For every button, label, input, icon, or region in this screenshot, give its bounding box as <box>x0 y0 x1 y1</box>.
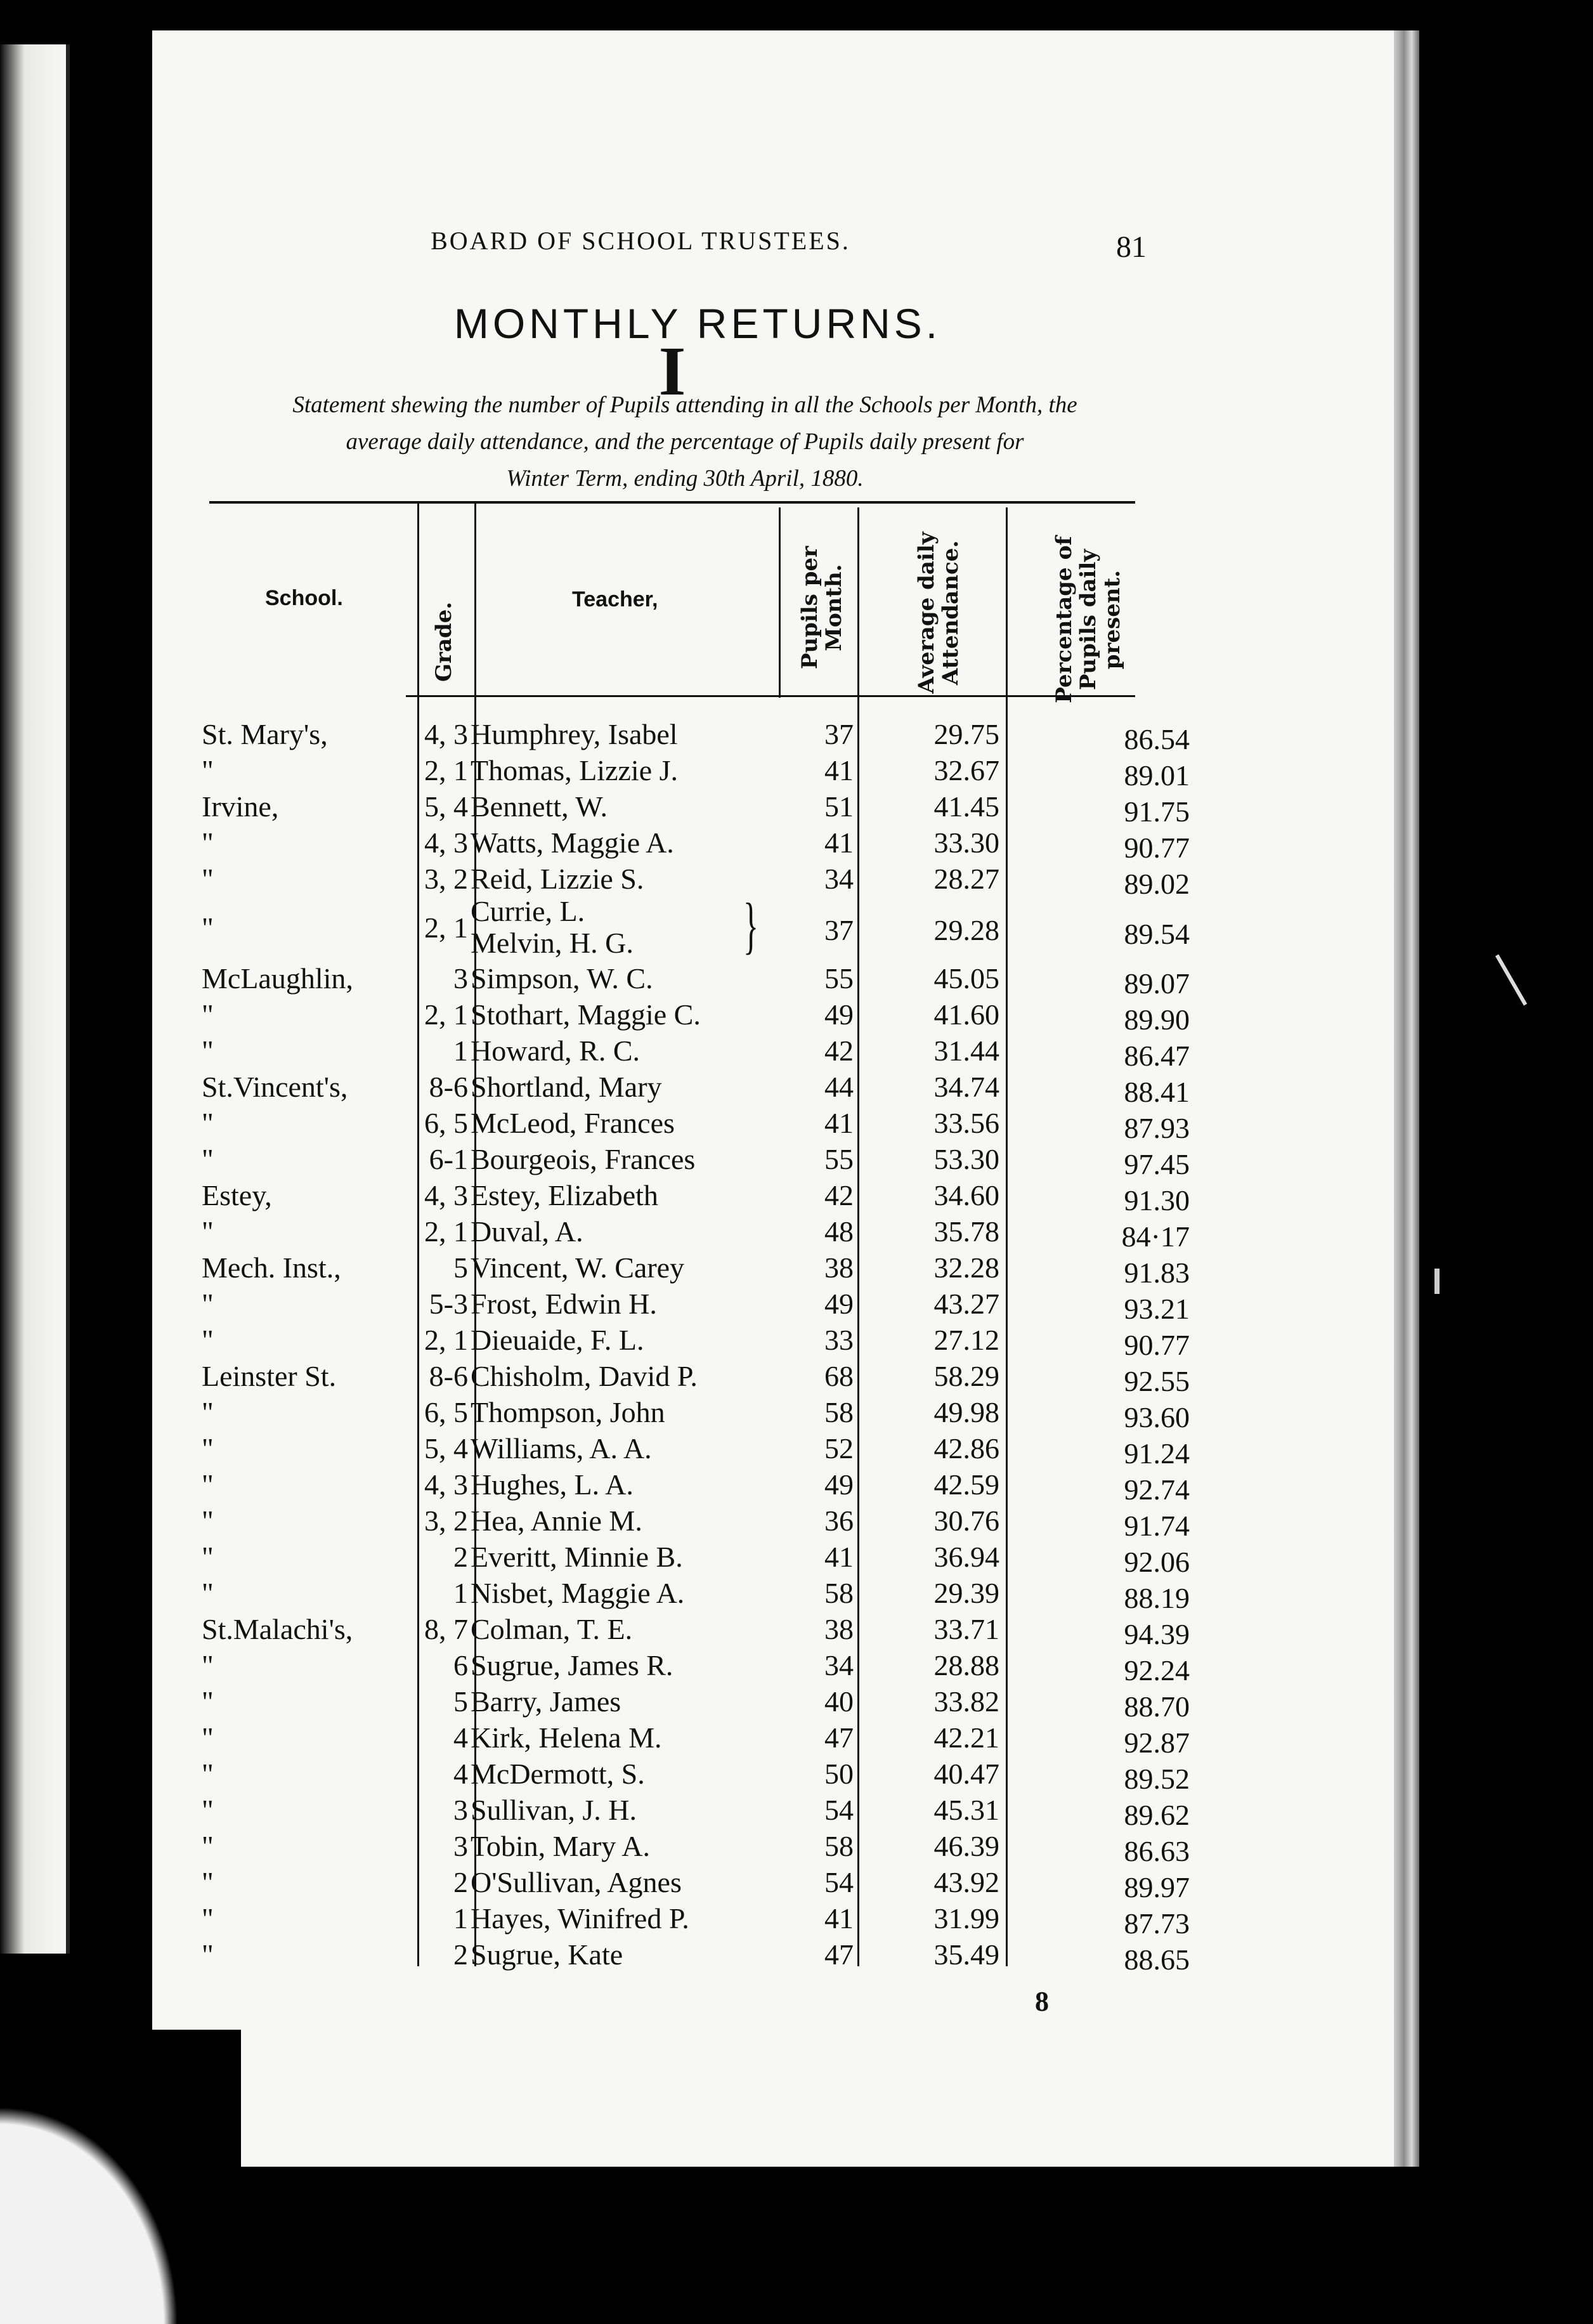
cell-pupils: 36 <box>824 1505 854 1537</box>
statement-line-1: Statement shewing the number of Pupils attending in all the Schools per Month, the <box>292 392 1077 418</box>
cell-average: 41.60 <box>933 998 999 1031</box>
cell-teacher: Dieuaide, F. L. <box>471 1324 644 1356</box>
cell-pupils: 54 <box>824 1866 854 1898</box>
cell-percentage: 86.54 <box>1124 723 1190 755</box>
cell-grade: 5, 4 <box>424 1432 468 1465</box>
statement-line-3: Winter Term, ending 30th April, 1880. <box>506 466 864 492</box>
cell-teacher: Colman, T. E. <box>471 1613 633 1645</box>
cell-teacher-second: Melvin, H. G. <box>471 927 634 959</box>
cell-pupils: 41 <box>824 826 854 859</box>
cell-school: " <box>202 1649 214 1681</box>
cell-percentage: 89.02 <box>1124 868 1190 900</box>
cell-pupils: 38 <box>824 1251 854 1284</box>
cell-teacher: Thompson, John <box>471 1396 665 1428</box>
cell-grade: 4 <box>453 1758 468 1790</box>
cell-average: 53.30 <box>933 1143 999 1175</box>
right-page-edge <box>1394 30 1419 2167</box>
cell-school: " <box>202 1035 214 1067</box>
cell-school: " <box>202 1396 214 1428</box>
cell-school: " <box>202 998 214 1031</box>
cell-teacher: Simpson, W. C. <box>471 962 653 995</box>
cell-school: " <box>202 863 214 895</box>
cell-grade: 2, 1 <box>424 1324 468 1356</box>
cell-average: 36.94 <box>933 1541 999 1573</box>
cell-average: 43.27 <box>933 1288 999 1320</box>
cell-percentage: 88.70 <box>1124 1690 1190 1723</box>
cell-pupils: 44 <box>824 1071 854 1103</box>
header-pupils-line2: Month. <box>821 564 847 651</box>
cell-average: 28.27 <box>933 863 999 895</box>
table-top-rule <box>209 501 1135 504</box>
cell-teacher: Vincent, W. Carey <box>471 1251 685 1284</box>
cell-teacher: Nisbet, Maggie A. <box>471 1577 685 1609</box>
cell-teacher: Sugrue, Kate <box>471 1938 623 1971</box>
cell-teacher: Thomas, Lizzie J. <box>471 754 679 787</box>
cell-pupils: 49 <box>824 1468 854 1501</box>
cell-grade: 2, 1 <box>424 754 468 787</box>
cell-percentage: 97.45 <box>1124 1148 1190 1180</box>
cell-average: 33.71 <box>933 1613 999 1645</box>
cell-pupils: 42 <box>824 1179 854 1211</box>
cell-teacher: Stothart, Maggie C. <box>471 998 701 1031</box>
cell-percentage: 87.93 <box>1124 1112 1190 1144</box>
cell-teacher: O'Sullivan, Agnes <box>471 1866 682 1898</box>
statement-line-2: average daily attendance, and the percentage of Pupils daily present for <box>346 429 1024 455</box>
cell-grade: 4, 3 <box>424 1468 468 1501</box>
cell-pupils: 37 <box>824 914 854 946</box>
cell-school: " <box>202 1288 214 1320</box>
cell-pupils: 42 <box>824 1035 854 1067</box>
cell-percentage: 86.63 <box>1124 1835 1190 1867</box>
cell-grade: 6-1 <box>429 1143 468 1175</box>
left-page-edge <box>0 44 70 1954</box>
cell-percentage: 86.47 <box>1124 1040 1190 1072</box>
cell-average: 33.30 <box>933 826 999 859</box>
cell-teacher: Williams, A. A. <box>471 1432 652 1465</box>
cell-pupils: 52 <box>824 1432 854 1465</box>
teacher-column-rule-right <box>779 507 781 698</box>
cell-percentage: 94.39 <box>1124 1618 1190 1650</box>
cell-school: St.Vincent's, <box>202 1071 348 1103</box>
cell-teacher: Reid, Lizzie S. <box>471 863 644 895</box>
cell-school: " <box>202 1866 214 1898</box>
cell-pupils: 50 <box>824 1758 854 1790</box>
header-average <box>914 518 963 708</box>
cell-percentage: 91.74 <box>1124 1510 1190 1542</box>
cell-grade: 8-6 <box>429 1360 468 1392</box>
cell-grade: 2, 1 <box>424 998 468 1031</box>
header-grade: Grade. <box>431 601 457 682</box>
cell-pupils: 49 <box>824 1288 854 1320</box>
cell-school: " <box>202 826 214 859</box>
cell-pupils: 47 <box>824 1938 854 1971</box>
cell-average: 49.98 <box>933 1396 999 1428</box>
cell-average: 28.88 <box>933 1649 999 1681</box>
cell-pupils: 55 <box>824 962 854 995</box>
cell-grade: 3 <box>453 1794 468 1826</box>
cell-percentage: 91.83 <box>1124 1257 1190 1289</box>
cell-grade: 3 <box>453 962 468 995</box>
cell-school: Mech. Inst., <box>202 1251 341 1284</box>
header-teacher: Teacher, <box>572 587 658 611</box>
statement-caption <box>203 387 1167 497</box>
cell-school: Leinster St. <box>202 1360 337 1392</box>
cell-school: St.Malachi's, <box>202 1613 353 1645</box>
cell-teacher: Hea, Annie M. <box>471 1505 642 1537</box>
cell-teacher: Chisholm, David P. <box>471 1360 698 1392</box>
cell-average: 40.47 <box>933 1758 999 1790</box>
cell-average: 33.56 <box>933 1107 999 1139</box>
cell-school: " <box>202 1758 214 1790</box>
cell-school: " <box>202 1794 214 1826</box>
cell-teacher: Hughes, L. A. <box>471 1468 634 1501</box>
cell-pupils: 41 <box>824 1107 854 1139</box>
cell-average: 45.05 <box>933 962 999 995</box>
cell-percentage: 91.75 <box>1124 795 1190 828</box>
cell-percentage: 89.90 <box>1124 1003 1190 1036</box>
cell-grade: 1 <box>453 1577 468 1609</box>
cell-percentage: 91.30 <box>1124 1184 1190 1217</box>
cell-grade: 6, 5 <box>424 1107 468 1139</box>
cell-school: Estey, <box>202 1179 272 1211</box>
cell-pupils: 68 <box>824 1360 854 1392</box>
cell-school: " <box>202 1215 214 1248</box>
cell-average: 32.28 <box>933 1251 999 1284</box>
cell-teacher: Duval, A. <box>471 1215 583 1248</box>
cell-average: 35.78 <box>933 1215 999 1248</box>
cell-teacher: Kirk, Helena M. <box>471 1721 662 1754</box>
cell-grade: 1 <box>453 1902 468 1935</box>
cell-grade: 2 <box>453 1541 468 1573</box>
cell-percentage: 90.77 <box>1124 832 1190 864</box>
cell-school: Irvine, <box>202 790 279 823</box>
cell-percentage: 89.07 <box>1124 967 1190 1000</box>
cell-percentage: 92.06 <box>1124 1546 1190 1578</box>
cell-average: 58.29 <box>933 1360 999 1392</box>
cell-school: " <box>202 1938 214 1971</box>
cell-grade: 8, 7 <box>424 1613 468 1645</box>
cell-pupils: 34 <box>824 1649 854 1681</box>
header-pupils-line1: Pupils per <box>797 545 823 670</box>
cell-pupils: 58 <box>824 1396 854 1428</box>
cell-percentage: 93.21 <box>1124 1293 1190 1325</box>
cell-percentage: 89.54 <box>1124 918 1190 950</box>
cell-pupils: 48 <box>824 1215 854 1248</box>
cell-percentage: 88.41 <box>1124 1076 1190 1108</box>
cell-average: 29.39 <box>933 1577 999 1609</box>
header-school: School. <box>265 586 343 610</box>
cell-grade: 1 <box>453 1035 468 1067</box>
avg-column-rule-right <box>1006 507 1008 1966</box>
cell-school: " <box>202 1721 214 1754</box>
header-average-line2: Attendance. <box>938 540 963 686</box>
cell-grade: 5-3 <box>429 1288 468 1320</box>
cell-pupils: 58 <box>824 1577 854 1609</box>
cell-teacher: Frost, Edwin H. <box>471 1288 657 1320</box>
cell-grade: 8-6 <box>429 1071 468 1103</box>
cell-grade: 3, 2 <box>424 1505 468 1537</box>
cell-teacher: Bourgeois, Frances <box>471 1143 696 1175</box>
cell-pupils: 40 <box>824 1685 854 1718</box>
section-numeral: I <box>658 332 686 410</box>
cell-percentage: 89.01 <box>1124 759 1190 792</box>
cell-percentage: 89.52 <box>1124 1763 1190 1795</box>
cell-pupils: 33 <box>824 1324 854 1356</box>
cell-grade: 5 <box>453 1685 468 1718</box>
cell-grade: 2, 1 <box>424 1215 468 1248</box>
cell-percentage: 92.24 <box>1124 1654 1190 1687</box>
cell-grade: 2, 1 <box>424 911 468 944</box>
cell-teacher: Shortland, Mary <box>471 1071 662 1103</box>
cell-school: " <box>202 1468 214 1501</box>
header-percentage-line3: present. <box>1100 570 1125 670</box>
cell-teacher: Hayes, Winifred P. <box>471 1902 689 1935</box>
cell-average: 42.59 <box>933 1468 999 1501</box>
cell-grade: 2 <box>453 1866 468 1898</box>
cell-percentage: 88.65 <box>1124 1943 1190 1976</box>
header-percentage <box>1052 525 1124 715</box>
cell-average: 30.76 <box>933 1505 999 1537</box>
cell-teacher: Watts, Maggie A. <box>471 826 674 859</box>
cell-school: " <box>202 911 214 944</box>
cell-pupils: 34 <box>824 863 854 895</box>
cell-teacher: McLeod, Frances <box>471 1107 675 1139</box>
cell-percentage: 89.62 <box>1124 1799 1190 1831</box>
cell-pupils: 58 <box>824 1830 854 1862</box>
cell-teacher: Humphrey, Isabel <box>471 718 678 750</box>
cell-school: " <box>202 1577 214 1609</box>
cell-average: 45.31 <box>933 1794 999 1826</box>
cell-average: 42.21 <box>933 1721 999 1754</box>
header-average-line1: Average daily <box>914 532 939 694</box>
cell-teacher: Sullivan, J. H. <box>471 1794 637 1826</box>
cell-percentage: 88.19 <box>1124 1582 1190 1614</box>
cell-average: 34.60 <box>933 1179 999 1211</box>
signature-mark: 8 <box>1035 1986 1049 2017</box>
cell-average: 32.67 <box>933 754 999 787</box>
cell-average: 41.45 <box>933 790 999 823</box>
header-bottom-rule <box>406 695 1135 697</box>
cell-percentage: 93.60 <box>1124 1401 1190 1433</box>
cell-teacher: McDermott, S. <box>471 1758 645 1790</box>
cell-grade: 4, 3 <box>424 826 468 859</box>
cell-average: 43.92 <box>933 1866 999 1898</box>
cell-average: 31.99 <box>933 1902 999 1935</box>
cell-average: 33.82 <box>933 1685 999 1718</box>
cell-grade: 6 <box>453 1649 468 1681</box>
cell-pupils: 41 <box>824 754 854 787</box>
cell-teacher: Bennett, W. <box>471 790 608 823</box>
cell-grade: 3 <box>453 1830 468 1862</box>
cell-school: " <box>202 1685 214 1718</box>
cell-school: " <box>202 1324 214 1356</box>
cell-average: 35.49 <box>933 1938 999 1971</box>
cell-school: " <box>202 1505 214 1537</box>
cell-grade: 5, 4 <box>424 790 468 823</box>
cell-school: " <box>202 754 214 787</box>
header-percentage-line2: Pupils daily <box>1076 549 1101 691</box>
running-head: BOARD OF SCHOOL TRUSTEES. <box>431 226 850 255</box>
cell-average: 42.86 <box>933 1432 999 1465</box>
margin-speck <box>1434 1269 1440 1294</box>
bracket-mark: } <box>743 890 758 960</box>
corner-curl <box>0 2030 241 2324</box>
cell-school: " <box>202 1432 214 1465</box>
cell-average: 34.74 <box>933 1071 999 1103</box>
cell-pupils: 37 <box>824 718 854 750</box>
cell-teacher: Everitt, Minnie B. <box>471 1541 683 1573</box>
cell-teacher: Tobin, Mary A. <box>471 1830 650 1862</box>
page-number: 81 <box>1116 230 1147 264</box>
cell-percentage: 90.77 <box>1124 1329 1190 1361</box>
cell-percentage: 89.97 <box>1124 1871 1190 1903</box>
cell-pupils: 55 <box>824 1143 854 1175</box>
cell-grade: 4, 3 <box>424 1179 468 1211</box>
cell-grade: 4 <box>453 1721 468 1754</box>
cell-grade: 3, 2 <box>424 863 468 895</box>
cell-pupils: 41 <box>824 1541 854 1573</box>
cell-percentage: 92.87 <box>1124 1727 1190 1759</box>
header-pupils <box>798 532 846 684</box>
cell-grade: 4, 3 <box>424 718 468 750</box>
page-title: MONTHLY RETURNS. <box>453 300 942 347</box>
cell-percentage: 92.74 <box>1124 1473 1190 1506</box>
header-percentage-line1: Percentage of <box>1051 536 1077 703</box>
cell-pupils: 38 <box>824 1613 854 1645</box>
cell-pupils: 49 <box>824 998 854 1031</box>
cell-teacher: Howard, R. C. <box>471 1035 640 1067</box>
cell-grade: 2 <box>453 1938 468 1971</box>
cell-grade: 5 <box>453 1251 468 1284</box>
cell-pupils: 54 <box>824 1794 854 1826</box>
cell-teacher: Estey, Elizabeth <box>471 1179 658 1211</box>
cell-school: " <box>202 1143 214 1175</box>
cell-average: 31.44 <box>933 1035 999 1067</box>
cell-pupils: 51 <box>824 790 854 823</box>
cell-percentage: 91.24 <box>1124 1437 1190 1470</box>
cell-school: " <box>202 1541 214 1573</box>
cell-school: St. Mary's, <box>202 718 328 750</box>
cell-grade: 6, 5 <box>424 1396 468 1428</box>
pupils-column-rule-right <box>857 507 859 1966</box>
cell-average: 29.75 <box>933 718 999 750</box>
cell-percentage: 87.73 <box>1124 1907 1190 1940</box>
cell-teacher: Sugrue, James R. <box>471 1649 673 1681</box>
cell-average: 29.28 <box>933 914 999 946</box>
cell-teacher: Currie, L. <box>471 895 585 927</box>
cell-pupils: 41 <box>824 1902 854 1935</box>
cell-school: McLaughlin, <box>202 962 353 995</box>
cell-average: 46.39 <box>933 1830 999 1862</box>
cell-teacher: Barry, James <box>471 1685 621 1718</box>
cell-school: " <box>202 1107 214 1139</box>
cell-school: " <box>202 1830 214 1862</box>
cell-school: " <box>202 1902 214 1935</box>
cell-percentage: 84·17 <box>1121 1220 1190 1253</box>
cell-average: 27.12 <box>933 1324 999 1356</box>
cell-percentage: 92.55 <box>1124 1365 1190 1397</box>
cell-pupils: 47 <box>824 1721 854 1754</box>
